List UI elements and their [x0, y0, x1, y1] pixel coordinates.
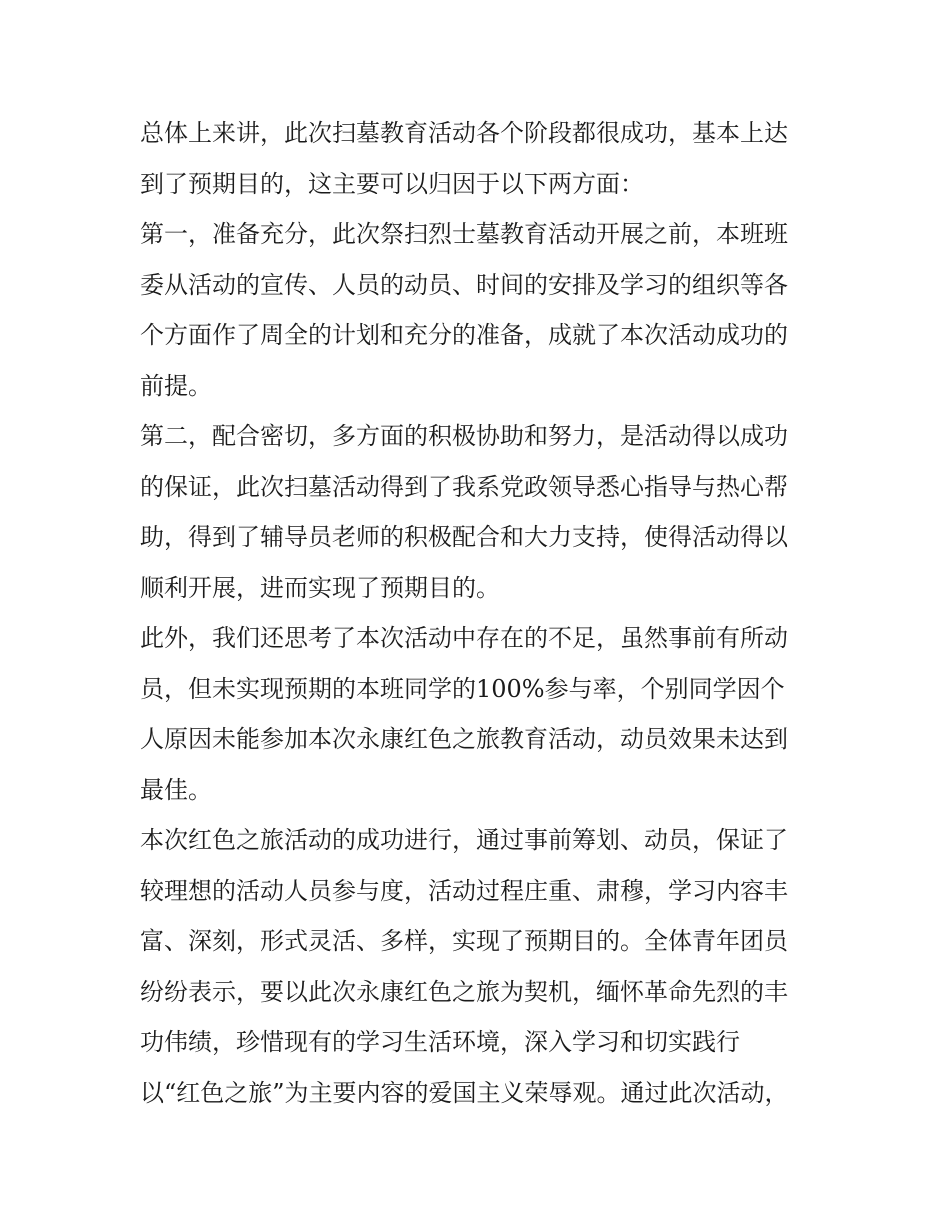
text-line: 最佳。 [140, 775, 212, 804]
text-line: 本次红色之旅活动的成功进行，通过事前筹划、动员，保证了 [140, 826, 788, 854]
text-line: 以“红色之旅”为主要内容的爱国主义荣辱观。通过此次活动， [140, 1078, 789, 1107]
text-line: 个方面作了周全的计划和充分的准备，成就了本次活动成功的 [140, 321, 788, 349]
text-line: 的保证，此次扫墓活动得到了我系党政领导悉心指导与热心帮 [140, 472, 788, 501]
text-line: 第二，配合密切，多方面的积极协助和努力，是活动得以成功 [140, 422, 788, 450]
text-line: 顺利开展，进而实现了预期目的。 [140, 573, 500, 602]
text-line: 第一，准备充分，此次祭扫烈士墓教育活动开展之前，本班班 [140, 220, 788, 248]
text-line: 到了预期目的，这主要可以归因于以下两方面： [140, 169, 644, 198]
text-line: 员，但未实现预期的本班同学的100%参与率，个别同学因个 [140, 674, 785, 703]
text-line: 富、深刻，形式灵活、多样，实现了预期目的。全体青年团员 [140, 927, 788, 955]
text-line: 前提。 [140, 371, 212, 400]
body-text [140, 108, 820, 1118]
text-line: 助，得到了辅导员老师的积极配合和大力支持，使得活动得以 [140, 523, 788, 551]
text-line: 功伟绩，珍惜现有的学习生活环境，深入学习和切实践行 [140, 1028, 740, 1056]
text-line: 较理想的活动人员参与度，活动过程庄重、肃穆，学习内容丰 [140, 876, 788, 905]
text-line: 总体上来讲，此次扫墓教育活动各个阶段都很成功，基本上达 [140, 119, 788, 147]
text-line: 此外，我们还思考了本次活动中存在的不足，虽然事前有所动 [140, 624, 788, 652]
text-line: 委从活动的宣传、人员的动员、时间的安排及学习的组织等各 [140, 270, 788, 299]
text-line: 纷纷表示，要以此次永康红色之旅为契机，缅怀革命先烈的丰 [140, 977, 788, 1006]
text-line: 人原因未能参加本次永康红色之旅教育活动，动员效果未达到 [140, 725, 788, 753]
